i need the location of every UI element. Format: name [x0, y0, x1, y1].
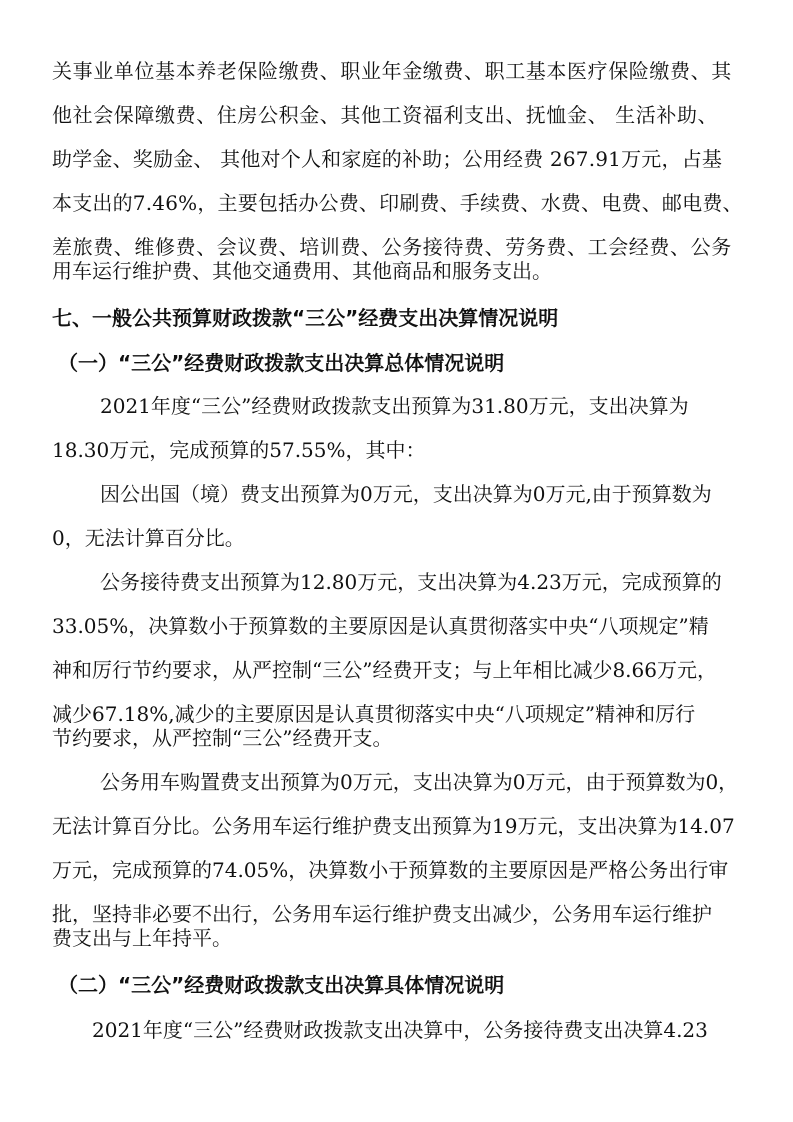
paragraph-line: 因公出国（境）费支出预算为0万元，支出决算为0万元,由于预算数为 — [100, 482, 712, 506]
paragraph-line: 0，无法计算百分比。 — [52, 526, 245, 550]
paragraph-line: 本支出的7.46%，主要包括办公费、印刷费、手续费、水费、电费、邮电费、 — [52, 191, 743, 215]
paragraph-line: 神和厉行节约要求，从严控制“三公”经费开支；与上年相比减少8.66万元， — [52, 658, 717, 682]
paragraph-line: 他社会保障缴费、住房公积金、其他工资福利支出、抚恤金、 生活补助、 — [52, 103, 719, 127]
paragraph-line: 33.05%，决算数小于预算数的主要原因是认真贯彻落实中央“八项规定”精 — [52, 614, 709, 638]
paragraph-line: 关事业单位基本养老保险缴费、职业年金缴费、职工基本医疗保险缴费、其 — [52, 59, 732, 83]
paragraph-line: 费支出与上年持平。 — [52, 926, 232, 950]
subsection-heading: （一）“三公”经费财政拨款支出决算总体情况说明 — [58, 351, 505, 375]
paragraph-line: 2021年度“三公”经费财政拨款支出决算中，公务接待费支出决算4.23 — [92, 1018, 708, 1042]
paragraph-line: 用车运行维护费、其他交通费用、其他商品和服务支出。 — [52, 259, 552, 283]
paragraph-line: 减少67.18%,减少的主要原因是认真贯彻落实中央“八项规定”精神和厉行 — [52, 702, 696, 726]
section-heading: 七、一般公共预算财政拨款“三公”经费支出决算情况说明 — [52, 306, 559, 330]
paragraph-line: 万元，完成预算的74.05%，决算数小于预算数的主要原因是严格公务出行审 — [52, 858, 729, 882]
paragraph-line: 公务接待费支出预算为12.80万元，支出决算为4.23万元，完成预算的 — [100, 570, 722, 594]
subsection-heading: （二）“三公”经费财政拨款支出决算具体情况说明 — [58, 973, 505, 997]
paragraph-line: 助学金、奖励金、 其他对个人和家庭的补助；公用经费 267.91万元，占基 — [52, 147, 723, 171]
paragraph-line: 18.30万元，完成预算的57.55%，其中： — [52, 438, 426, 462]
paragraph-line: 差旅费、维修费、会议费、培训费、公务接待费、劳务费、工会经费、公务 — [52, 235, 732, 259]
paragraph-line: 批，坚持非必要不出行，公务用车运行维护费支出减少，公务用车运行维护 — [52, 902, 712, 926]
paragraph-line: 2021年度“三公”经费财政拨款支出预算为31.80万元，支出决算为 — [100, 394, 689, 418]
paragraph-line: 节约要求，从严控制“三公”经费开支。 — [52, 726, 393, 750]
paragraph-line: 无法计算百分比。公务用车运行维护费支出预算为19万元，支出决算为14.07 — [52, 814, 735, 838]
paragraph-line: 公务用车购置费支出预算为0万元，支出决算为0万元，由于预算数为0， — [100, 770, 739, 794]
